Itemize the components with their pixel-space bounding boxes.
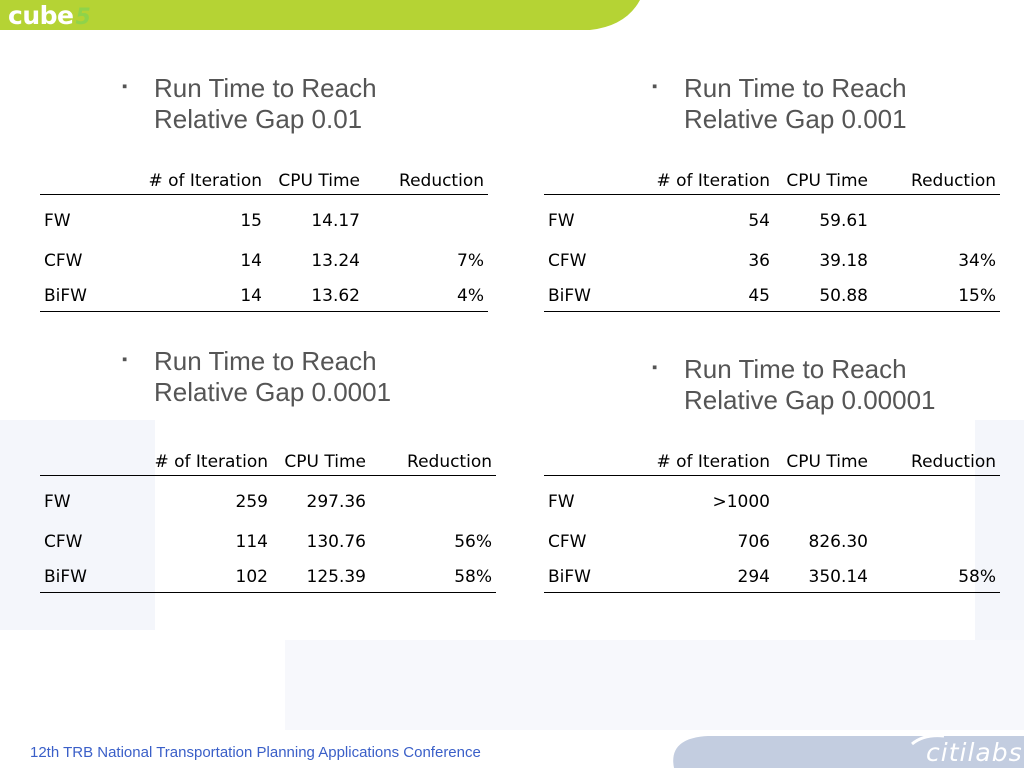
citilabs-logo: citilabs — [926, 738, 1023, 767]
col-cpu-time: CPU Time — [272, 449, 370, 476]
section-heading-gap-0-001: ▪ Run Time to Reach Relative Gap 0.001 — [652, 73, 907, 134]
col-reduction: Reduction — [364, 168, 488, 195]
table-gap-0-01 — [40, 168, 488, 312]
section-heading-gap-0-0001: ▪ Run Time to Reach Relative Gap 0.0001 — [122, 346, 392, 407]
cube-logo — [8, 1, 90, 30]
table-row: FW 54 59.61 — [548, 211, 868, 231]
table-row: BiFW 14 13.62 4% — [40, 281, 488, 312]
table-gap-0-0001 — [40, 449, 496, 593]
bullet-icon: ▪ — [652, 78, 658, 95]
table-gap-0-001 — [544, 168, 1000, 312]
conference-footer: 12th TRB National Transportation Planning Applications Conference — [30, 744, 481, 761]
col-cpu-time: CPU Time — [774, 449, 872, 476]
table-row: FW >1000 — [548, 492, 770, 512]
table-header-row — [40, 168, 488, 195]
col-cpu-time: CPU Time — [774, 168, 872, 195]
col-iterations: # of Iteration — [138, 168, 266, 195]
table-header-row — [544, 449, 1000, 476]
section-heading-gap-0-01: ▪ Run Time to Reach Relative Gap 0.01 — [122, 73, 377, 134]
col-iterations: # of Iteration — [644, 449, 774, 476]
table-row: CFW 14 13.24 7% — [44, 251, 484, 271]
header-banner — [0, 0, 1024, 34]
bullet-icon: ▪ — [652, 359, 658, 376]
table-gap-0-00001 — [544, 449, 1000, 593]
table-row: BiFW 45 50.88 15% — [544, 281, 1000, 312]
background-panel-bottom — [285, 640, 1024, 730]
col-reduction: Reduction — [872, 168, 1000, 195]
section-heading-gap-0-00001: ▪ Run Time to Reach Relative Gap 0.00001 — [652, 354, 936, 415]
table-row: FW 15 14.17 — [44, 211, 360, 231]
logo-version: 5 — [75, 5, 91, 30]
table-row: CFW 706 826.30 — [548, 532, 868, 552]
col-iterations: # of Iteration — [644, 168, 774, 195]
table-row: CFW 36 39.18 34% — [548, 251, 996, 271]
table-row: BiFW 102 125.39 58% — [40, 562, 496, 593]
table-header-row — [544, 168, 1000, 195]
table-header-row — [40, 449, 496, 476]
col-reduction: Reduction — [872, 449, 1000, 476]
table-row: CFW 114 130.76 56% — [44, 532, 492, 552]
bullet-icon: ▪ — [122, 351, 128, 368]
table-row: BiFW 294 350.14 58% — [544, 562, 1000, 593]
col-reduction: Reduction — [370, 449, 496, 476]
bullet-icon: ▪ — [122, 78, 128, 95]
col-iterations: # of Iteration — [140, 449, 272, 476]
col-cpu-time: CPU Time — [266, 168, 364, 195]
logo-brand: cube — [8, 1, 74, 30]
table-row: FW 259 297.36 — [44, 492, 366, 512]
